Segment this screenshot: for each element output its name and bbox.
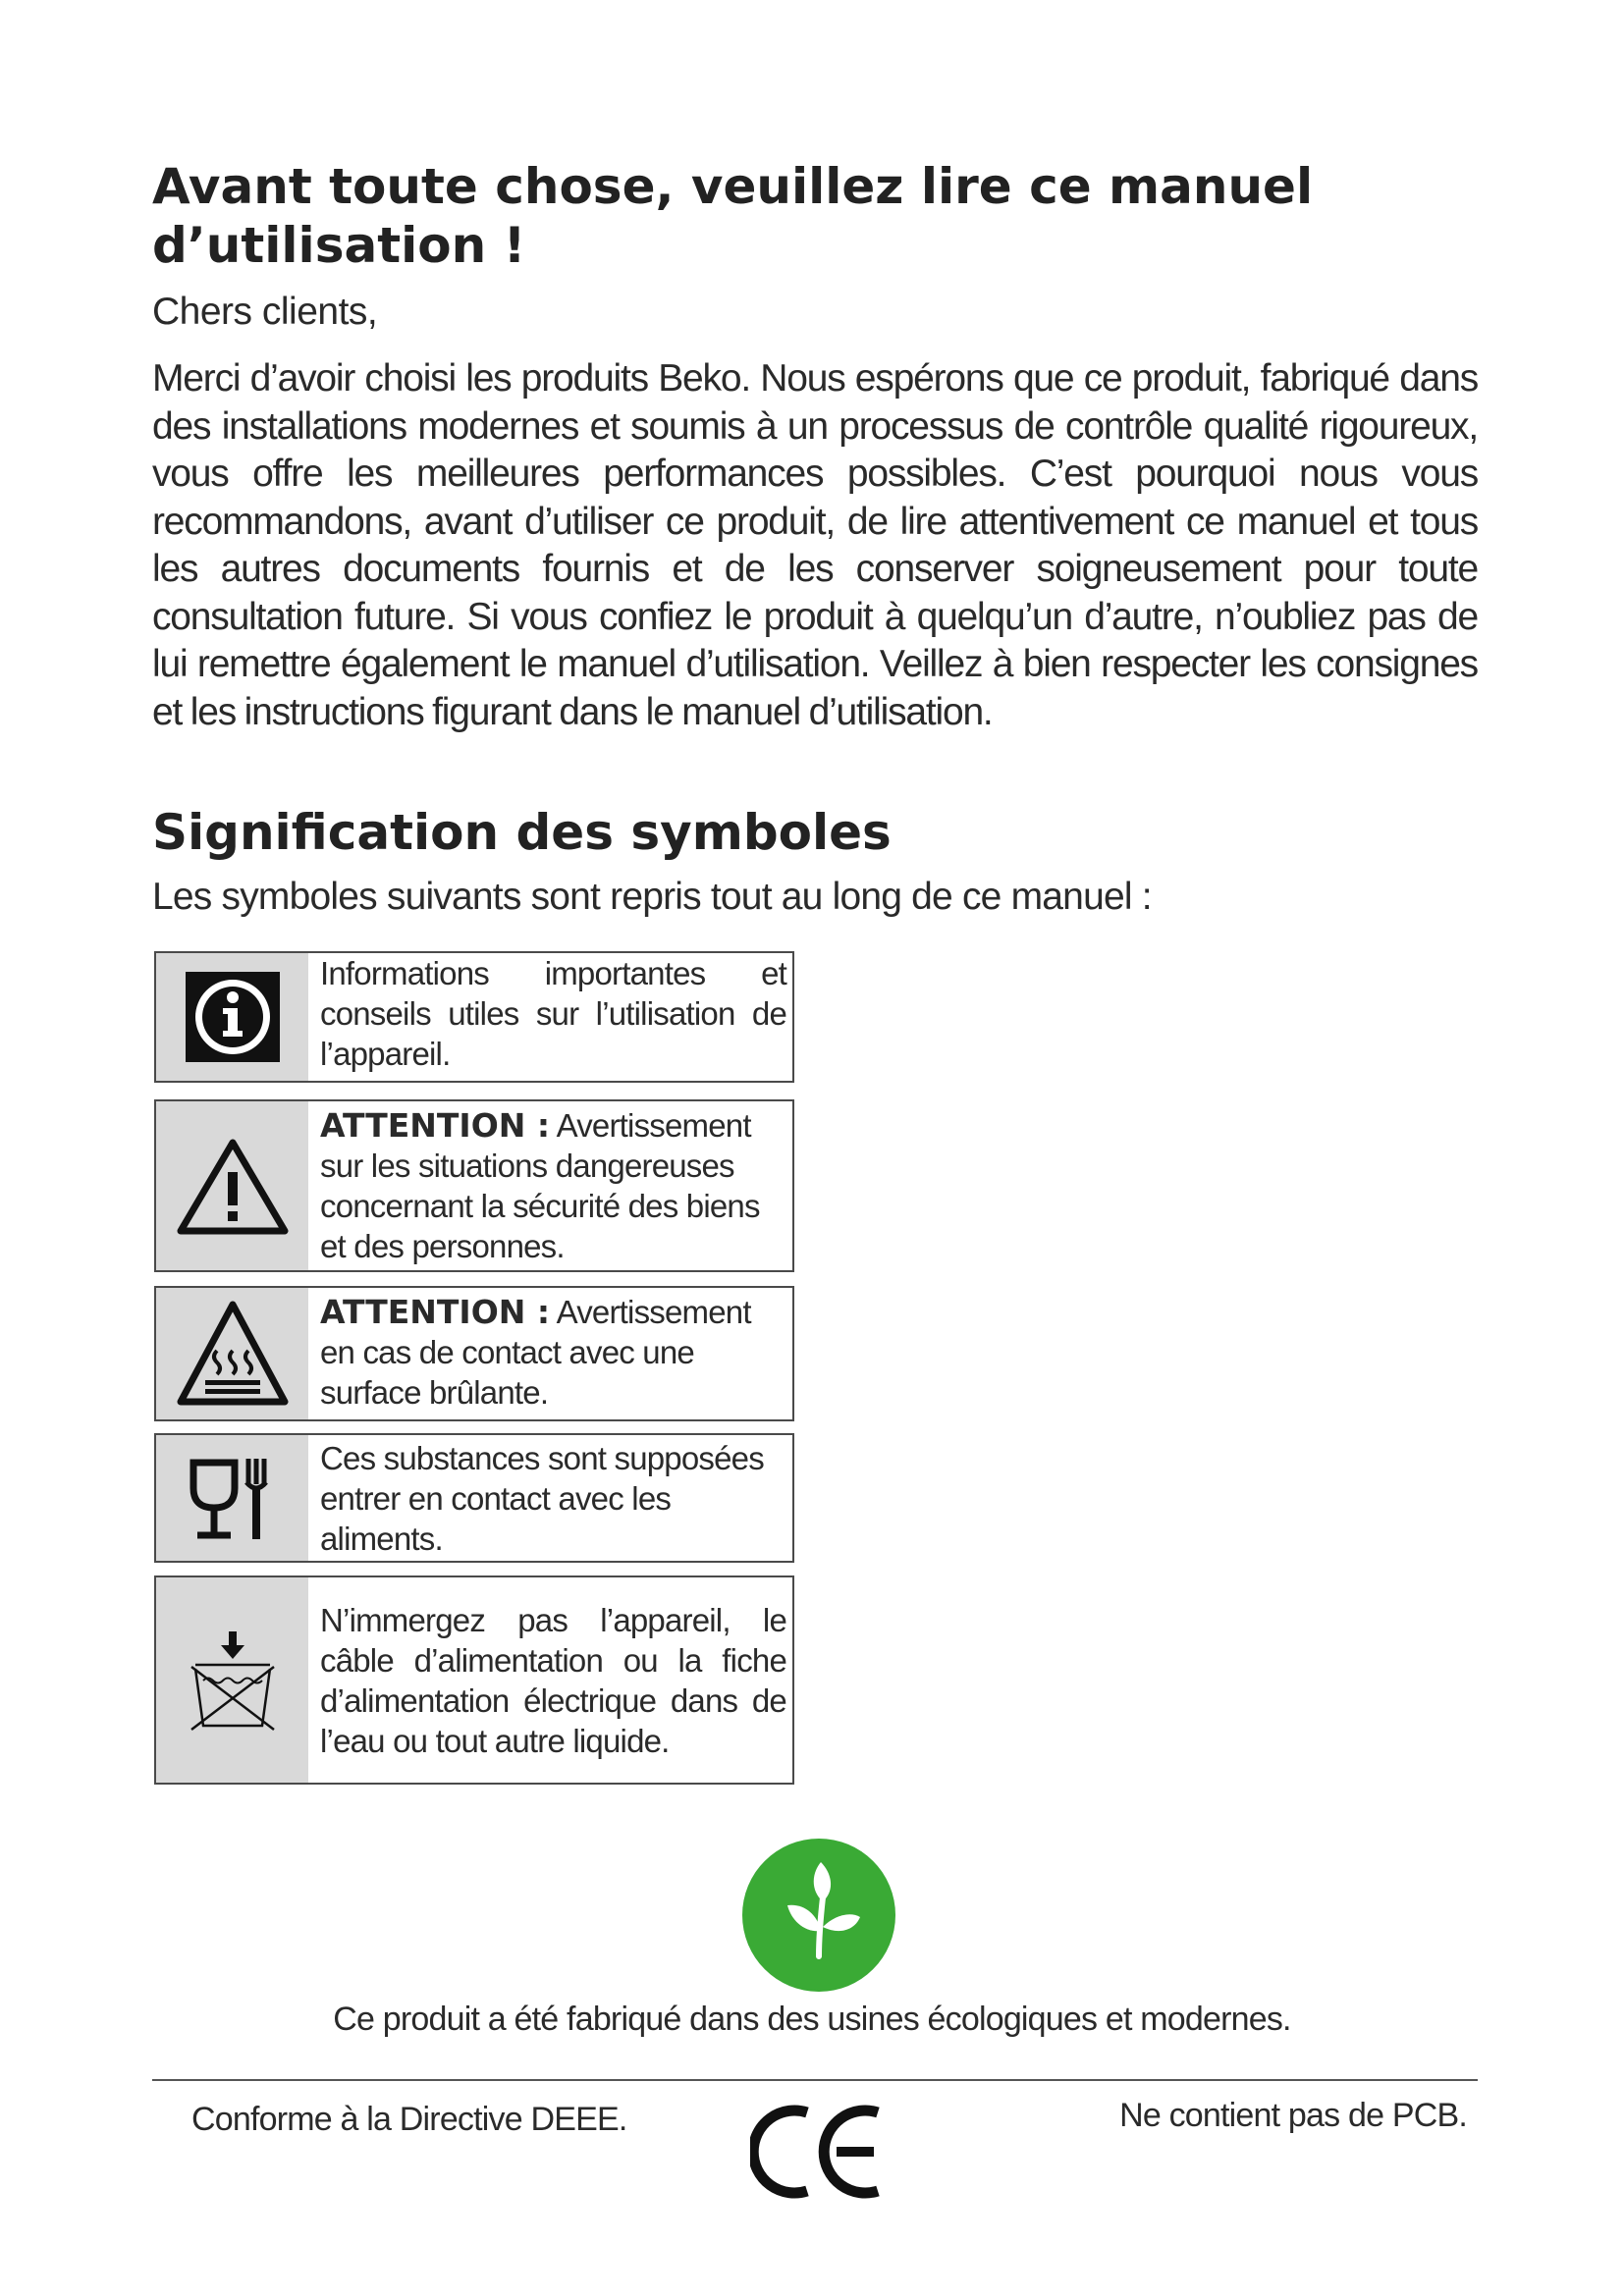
info-icon (186, 972, 280, 1062)
food-contact-icon (186, 1451, 280, 1545)
intro-paragraph: Merci d’avoir choisi les produits Beko. Nous espérons que ce produit, fabriqué dans des installations modernes et soumis à un processus de contrôle qualité rigoureux, vous offre les meilleures performances possibles. C’est pourquoi nous vous recommandons, avant d’utiliser ce produit, de lire attentivement ce manuel et tous les autres documents fournis et de les conserver soigneusement pour toute consultation future. Si vous confiez le produit à quelqu’un d’autre, n’oubliez pas de lui remettre également le manuel d’utilisation. Veillez à bien respecter les consignes et les instructions figurant dans le manuel d’utilisation. (152, 357, 1478, 733)
symbols-intro: Les symboles suivants sont repris tout au long de ce manuel : (152, 876, 1152, 918)
page-title: Avant toute chose, veuillez lire ce manuel d’utilisation ! (152, 158, 1314, 274)
eco-caption: Ce produit a été fabriqué dans des usines écologiques et modernes. (333, 2001, 1291, 2038)
symbol-text: Ces substances sont supposées entrer en contact avec les aliments. (320, 1439, 764, 1557)
symbol-text: N’immergez pas l’appareil, le câble d’alimentation ou la fiche d’alimentation électrique dans de l’eau ou tout autre liquide. (320, 1601, 786, 1759)
footer-divider (152, 2079, 1478, 2081)
warning-icon (176, 1137, 290, 1235)
symbol-text: Avertissement sur les situations dangereuses concernant la sécurité des biens et des personnes. (320, 1107, 760, 1264)
do-not-immerse-icon (186, 1629, 280, 1732)
symbol-box-info (154, 951, 794, 1083)
eco-leaf-icon (740, 1837, 897, 1994)
attention-label: ATTENTION : (320, 1106, 551, 1145)
hot-surface-icon (176, 1300, 290, 1408)
symbol-box-warning (154, 1099, 794, 1272)
symbol-box-food-contact (154, 1433, 794, 1563)
symbol-text: Informations importantes et conseils utiles sur l’utilisation de l’appareil. (320, 955, 786, 1072)
greeting: Chers clients, (152, 291, 378, 333)
pcb-notice: Ne contient pas de PCB. (1119, 2097, 1467, 2134)
symbol-box-hot-surface (154, 1286, 794, 1421)
symbol-text: Avertissement en cas de contact avec une surface brûlante. (320, 1294, 751, 1411)
attention-label: ATTENTION : (320, 1293, 551, 1331)
symbols-heading: Signification des symboles (152, 804, 892, 861)
symbol-box-do-not-immerse (154, 1575, 794, 1785)
ce-mark-icon (750, 2103, 888, 2201)
weee-compliance: Conforme à la Directive DEEE. (191, 2101, 627, 2138)
